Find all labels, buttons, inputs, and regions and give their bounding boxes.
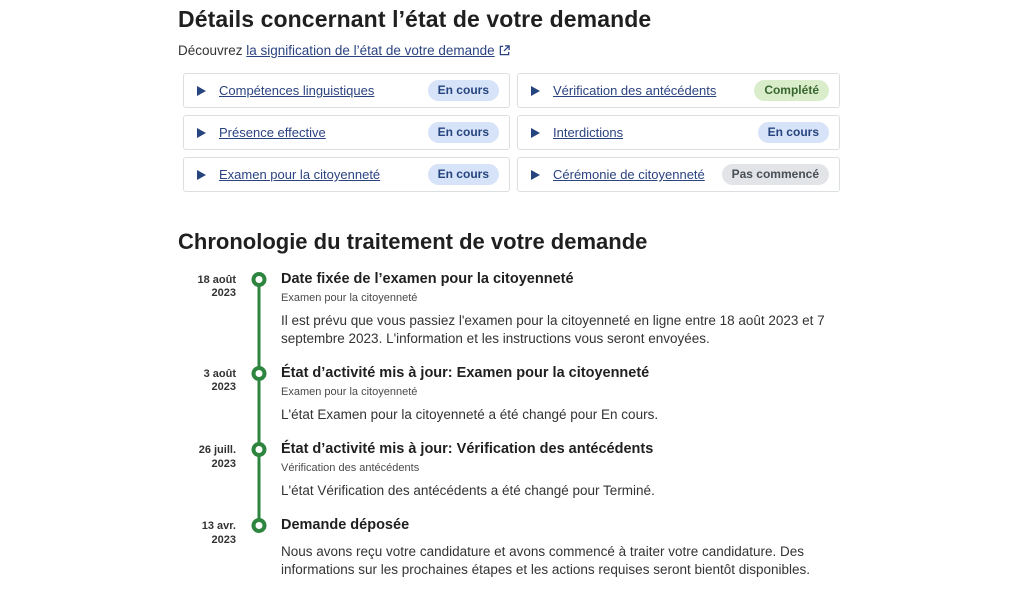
status-badge: En cours xyxy=(428,80,499,101)
timeline-date: 18 août 2023 xyxy=(197,274,236,300)
status-expander-examen-citoyennete[interactable] xyxy=(183,157,510,192)
timeline-event-body: Il est prévu que vous passiez l'examen pour la citoyenneté en ligne entre 18 août 2023 et 7 septembre 2023. L'information et les instructions vous seront envoyées. xyxy=(281,312,825,347)
timeline-event-title: État d’activité mis à jour: Examen pour la citoyenneté xyxy=(281,365,650,382)
timeline-event-title: Demande déposée xyxy=(281,517,410,534)
expand-triangle-icon[interactable] xyxy=(197,86,206,96)
status-expander-competences-linguistiques[interactable] xyxy=(183,73,510,108)
timeline-title: Chronologie du traitement de votre demande xyxy=(178,229,648,254)
timeline-event-subtitle: Vérification des antécédents xyxy=(281,462,420,475)
timeline-content xyxy=(281,270,845,348)
timeline-dot-icon xyxy=(251,272,266,287)
status-link[interactable]: Examen pour la citoyenneté xyxy=(219,167,381,182)
status-expander-verification-antecedents[interactable] xyxy=(517,73,840,108)
page-title: Détails concernant l’état de votre demande xyxy=(178,6,652,32)
status-link[interactable]: Compétences linguistiques xyxy=(219,83,375,98)
expand-triangle-icon[interactable] xyxy=(531,128,540,138)
status-link[interactable]: Interdictions xyxy=(553,125,624,140)
status-expander-interdictions[interactable] xyxy=(517,115,840,150)
status-link[interactable]: Présence effective xyxy=(219,125,326,140)
timeline-date: 26 juill. 2023 xyxy=(198,444,236,470)
timeline-marker xyxy=(236,440,281,500)
timeline-marker xyxy=(236,270,281,348)
timeline-dot-icon xyxy=(251,442,266,457)
timeline-content xyxy=(281,516,845,579)
external-link-icon xyxy=(499,45,510,56)
status-link[interactable]: Cérémonie de citoyenneté xyxy=(553,167,705,182)
status-badge: En cours xyxy=(758,122,829,143)
timeline-event-title: Date fixée de l’examen pour la citoyenneté xyxy=(281,271,574,287)
expand-triangle-icon[interactable] xyxy=(531,170,540,180)
status-expander-presence-effective[interactable] xyxy=(183,115,510,150)
status-grid xyxy=(183,73,845,192)
timeline-event-body: L'état Vérification des antécédents a été changé pour Terminé. xyxy=(281,483,655,499)
timeline-event-subtitle: Examen pour la citoyenneté xyxy=(281,386,418,399)
expand-triangle-icon[interactable] xyxy=(197,128,206,138)
timeline-event-subtitle: Examen pour la citoyenneté xyxy=(281,291,418,304)
intro-text xyxy=(178,43,845,58)
timeline-dot-icon xyxy=(251,366,266,381)
status-badge: En cours xyxy=(428,164,499,185)
timeline-event xyxy=(178,440,845,516)
status-link[interactable]: Vérification des antécédents xyxy=(553,83,717,98)
intro-prefix: Découvrez xyxy=(178,43,247,58)
expand-triangle-icon[interactable] xyxy=(531,86,540,96)
status-expander-ceremonie-citoyennete[interactable] xyxy=(517,157,840,192)
timeline-marker xyxy=(236,364,281,424)
timeline-event-title: État d’activité mis à jour: Vérification des antécédents xyxy=(281,441,654,458)
status-badge: Complété xyxy=(754,80,829,101)
timeline-content xyxy=(281,440,845,500)
timeline-marker xyxy=(236,516,281,579)
timeline-event-body: Nous avons reçu votre candidature et avons commencé à traiter votre candidature. Des informations sur les prochaines étapes et les actions requises seront bientôt disponibles. xyxy=(281,544,811,578)
status-meaning-link[interactable] xyxy=(246,43,509,58)
timeline-date: 3 août 2023 xyxy=(203,368,236,394)
expand-triangle-icon[interactable] xyxy=(197,170,206,180)
timeline xyxy=(178,270,845,596)
main-content xyxy=(178,6,845,596)
status-badge: Pas commencé xyxy=(722,164,829,185)
timeline-dot-icon xyxy=(251,518,266,533)
timeline-event xyxy=(178,516,845,595)
status-badge: En cours xyxy=(428,122,499,143)
timeline-content xyxy=(281,364,845,424)
timeline-event-body: L'état Examen pour la citoyenneté a été changé pour En cours. xyxy=(281,407,659,423)
timeline-event xyxy=(178,364,845,440)
status-meaning-link-label: la signification de l’état de votre demande xyxy=(246,43,495,58)
timeline-event xyxy=(178,270,845,364)
timeline-date: 13 avr. 2023 xyxy=(201,520,236,546)
